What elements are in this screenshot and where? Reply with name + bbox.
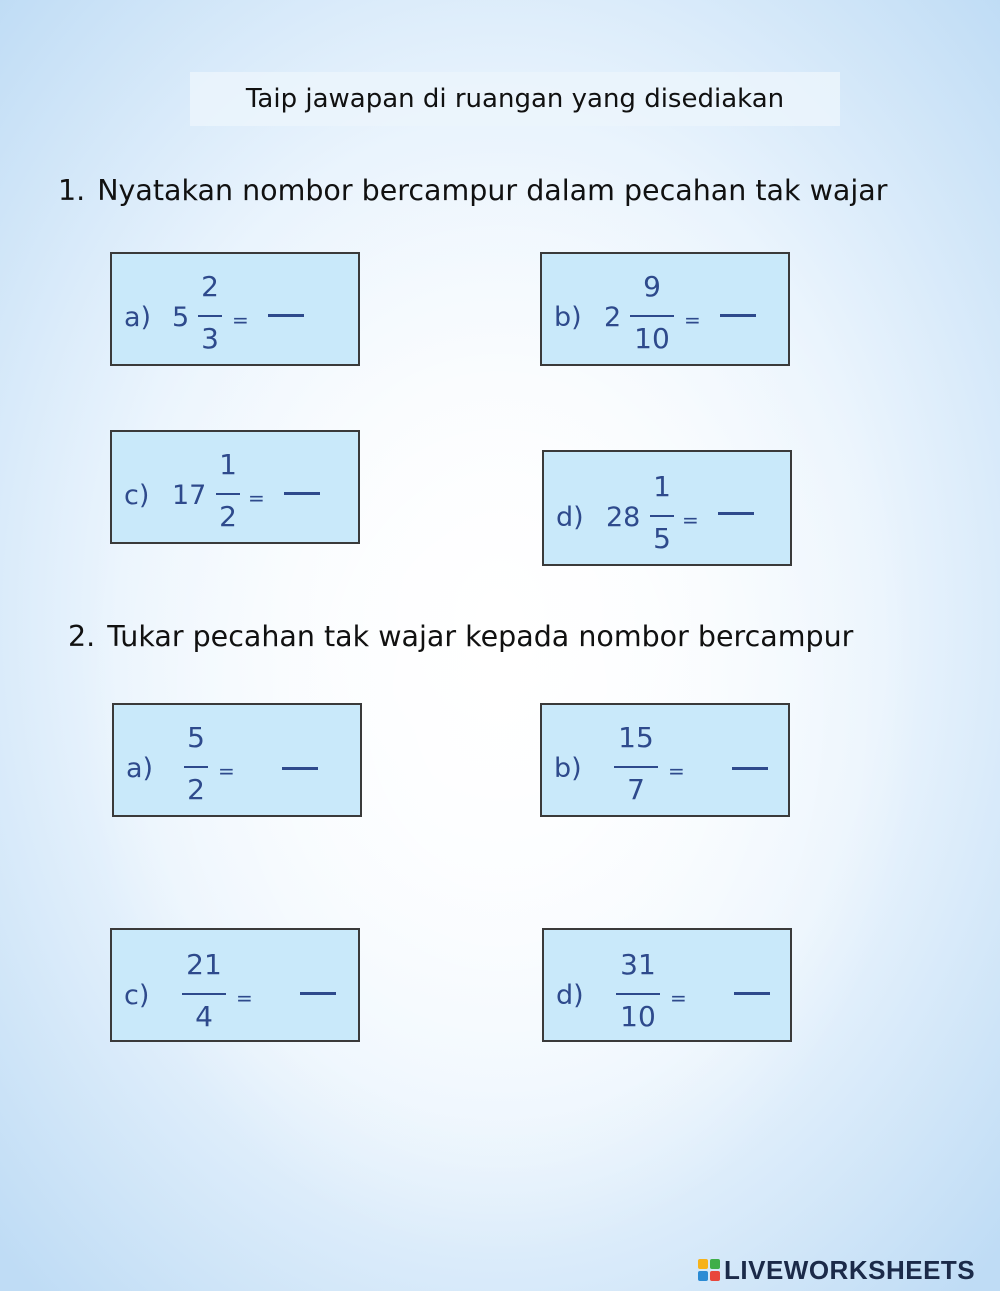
- q2-item-d: [542, 928, 792, 1042]
- answer-blank[interactable]: [284, 492, 320, 495]
- mixed-whole-number: 28: [606, 502, 641, 533]
- equals-sign: =: [218, 759, 235, 783]
- fraction: [174, 948, 234, 1048]
- fraction-denominator: 2: [219, 500, 237, 533]
- answer-blank[interactable]: [734, 992, 770, 995]
- fraction-denominator: 10: [620, 1000, 656, 1033]
- question-1-text: Nyatakan nombor bercampur dalam pecahan tak wajar: [97, 174, 888, 207]
- logo-square-blue: [698, 1271, 708, 1281]
- fraction-numerator: 31: [620, 948, 656, 981]
- fraction-numerator: 21: [186, 948, 222, 981]
- fraction-bar: [198, 315, 222, 317]
- q1-item-b: [540, 252, 790, 366]
- fraction-denominator: 4: [195, 1000, 213, 1033]
- item-label: a): [126, 753, 154, 784]
- fraction-numerator: 9: [643, 270, 661, 303]
- q2-item-a: [112, 703, 362, 817]
- instruction-text: Taip jawapan di ruangan yang disediakan: [245, 84, 785, 114]
- fraction-denominator: 5: [653, 522, 671, 555]
- fraction-bar: [630, 315, 674, 317]
- item-label: b): [554, 753, 582, 784]
- fraction-numerator: 1: [653, 470, 671, 503]
- fraction-numerator: 2: [201, 270, 219, 303]
- fraction-bar: [650, 515, 674, 517]
- equals-sign: =: [682, 508, 699, 532]
- equals-sign: =: [668, 759, 685, 783]
- fraction-bar: [216, 493, 240, 495]
- fraction-denominator: 7: [627, 773, 645, 806]
- fraction-bar: [184, 766, 208, 768]
- fraction-numerator: 1: [219, 448, 237, 481]
- question-1-number: 1.: [58, 174, 86, 207]
- logo-text: LIVEWORKSHEETS: [724, 1254, 976, 1285]
- fraction-bar: [614, 766, 658, 768]
- mixed-whole-number: 5: [172, 302, 190, 333]
- equals-sign: =: [248, 486, 265, 510]
- answer-blank[interactable]: [268, 314, 304, 317]
- fraction-numerator: 5: [187, 721, 205, 754]
- equals-sign: =: [236, 986, 253, 1010]
- logo-square-red: [710, 1271, 720, 1281]
- fraction-bar: [616, 993, 660, 995]
- question-1-heading: [58, 174, 887, 207]
- fraction-denominator: 10: [634, 322, 670, 355]
- equals-sign: =: [232, 308, 249, 332]
- fraction: [180, 270, 240, 370]
- mixed-whole-number: 2: [604, 302, 622, 333]
- answer-blank[interactable]: [732, 767, 768, 770]
- item-label: d): [556, 502, 584, 533]
- logo-square-green: [710, 1259, 720, 1269]
- item-label: c): [124, 980, 150, 1011]
- q1-item-c: [110, 430, 360, 544]
- instruction-banner: [190, 72, 840, 126]
- fraction: [166, 721, 226, 821]
- answer-blank[interactable]: [282, 767, 318, 770]
- liveworksheets-logo-icon: [698, 1259, 720, 1281]
- question-2-heading: [68, 620, 853, 653]
- q1-item-d: [542, 450, 792, 566]
- fraction-numerator: 15: [618, 721, 654, 754]
- equals-sign: =: [684, 308, 701, 332]
- fraction: [622, 270, 682, 370]
- answer-blank[interactable]: [300, 992, 336, 995]
- question-2-text: Tukar pecahan tak wajar kepada nombor bercampur: [107, 620, 854, 653]
- item-label: a): [124, 302, 152, 333]
- answer-blank[interactable]: [720, 314, 756, 317]
- fraction-denominator: 2: [187, 773, 205, 806]
- fraction-denominator: 3: [201, 322, 219, 355]
- item-label: b): [554, 302, 582, 333]
- q2-item-c: [110, 928, 360, 1042]
- fraction: [608, 948, 668, 1048]
- fraction: [606, 721, 666, 821]
- logo-square-yellow: [698, 1259, 708, 1269]
- item-label: d): [556, 980, 584, 1011]
- item-label: c): [124, 480, 150, 511]
- q2-item-b: [540, 703, 790, 817]
- liveworksheets-logo[interactable]: [698, 1255, 975, 1285]
- question-2-number: 2.: [68, 620, 96, 653]
- fraction-bar: [182, 993, 226, 995]
- mixed-whole-number: 17: [172, 480, 207, 511]
- answer-blank[interactable]: [718, 512, 754, 515]
- equals-sign: =: [670, 986, 687, 1010]
- q1-item-a: [110, 252, 360, 366]
